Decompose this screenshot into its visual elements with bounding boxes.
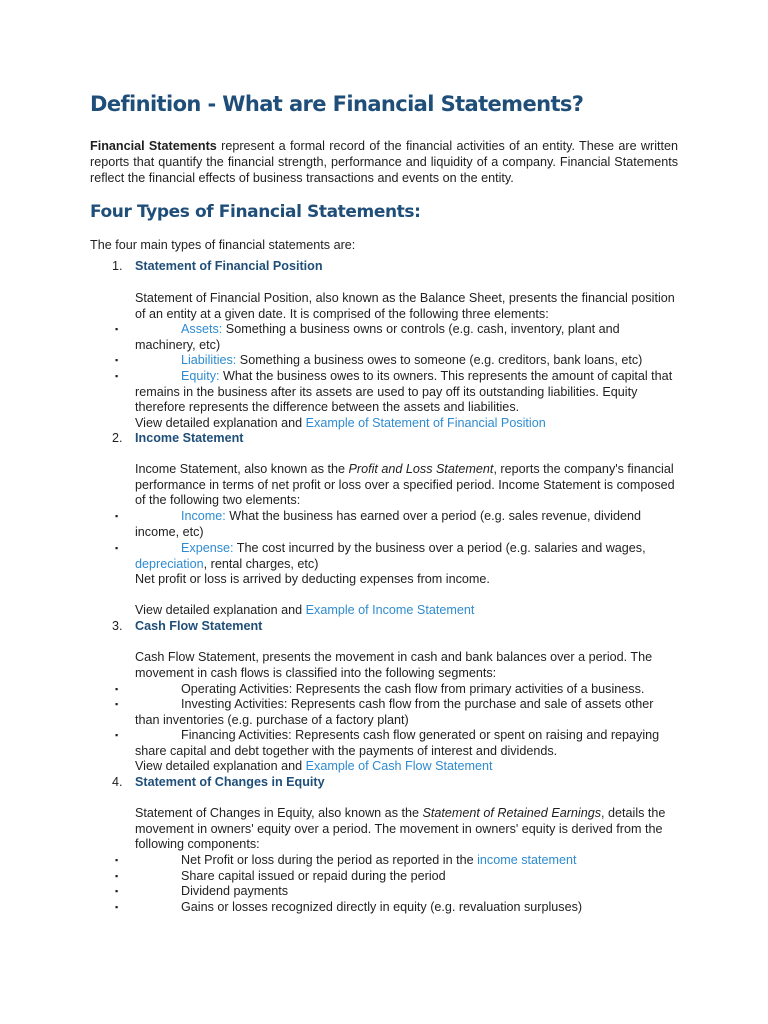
section-3-description: Cash Flow Statement, presents the movement in cash and bank balances over a period. The movement in cash flows is classified into the following segments: [135, 650, 653, 680]
page-title: Definition - What are Financial Statements? [90, 92, 584, 116]
section-4-description: Statement of Changes in Equity, also known as the Statement of Retained Earnings, details the movement in owners' equity over a period. The movement in owners' equity is derived from the following components: [135, 806, 666, 852]
section-1-link-line: View detailed explanation and Example of Statement of Financial Position [135, 416, 546, 430]
bullet-icon: ▪ [115, 355, 119, 365]
bullet-icon: ▪ [115, 543, 119, 553]
bullet-icon: ▪ [115, 902, 119, 912]
section-1-bullet-assets: Assets: Something a business owns or controls (e.g. cash, inventory, plant and machinery, etc) [135, 322, 620, 352]
intro-text: represent a formal record of the financial activities of an entity. These are written reports that quantify the financial strength, performance and liquidity of a company. Financial Statements reflect the financial effects of business transactions and events on the entity. [90, 139, 678, 185]
assets-term: Assets: [181, 322, 223, 336]
bullet-icon: ▪ [115, 871, 119, 881]
section-3-bullet-operating: Operating Activities: Represents the cash flow from primary activities of a business. [181, 682, 645, 696]
types-lead: The four main types of financial statements are: [90, 238, 356, 252]
expense-term: Expense: [181, 541, 234, 555]
income-term: Income: [181, 509, 226, 523]
section-3-bullet-investing: Investing Activities: Represents cash flow from the purchase and sale of assets other than inventories (e.g. purchase of a factory plant) [135, 697, 654, 727]
cash-flow-example-link[interactable]: Example of Cash Flow Statement [305, 759, 493, 773]
income-statement-link[interactable]: income statement [477, 853, 577, 867]
types-heading: Four Types of Financial Statements: [90, 202, 421, 222]
section-4-bullet-share-capital: Share capital issued or repaid during the period [181, 869, 446, 883]
section-2-net-profit: Net profit or loss is arrived by deducting expenses from income. [135, 572, 490, 586]
bullet-icon: ▪ [115, 886, 119, 896]
section-2-link-line: View detailed explanation and Example of Income Statement [135, 603, 475, 617]
section-3-link-line: View detailed explanation and Example of Cash Flow Statement [135, 759, 493, 773]
intro-bold-term: Financial Statements [90, 139, 217, 153]
section-4-title: Statement of Changes in Equity [135, 775, 325, 789]
section-4-number: 4. [112, 775, 123, 789]
section-1-title: Statement of Financial Position [135, 259, 323, 273]
equity-term: Equity: [181, 369, 220, 383]
section-1-bullet-liabilities: Liabilities: Something a business owes to someone (e.g. creditors, bank loans, etc) [181, 353, 643, 367]
bullet-icon: ▪ [115, 324, 119, 334]
section-2-description: Income Statement, also known as the Profit and Loss Statement, reports the company's financial performance in terms of net profit or loss over a specified period. Income Statement is composed of the following two elements: [135, 462, 675, 508]
bullet-icon: ▪ [115, 371, 119, 381]
section-3-number: 3. [112, 619, 123, 633]
section-2-number: 2. [112, 431, 123, 445]
section-2-title: Income Statement [135, 431, 244, 445]
section-3-title: Cash Flow Statement [135, 619, 263, 633]
section-1-bullet-equity: Equity: What the business owes to its owners. This represents the amount of capital that remains in the business after its assets are used to pay off its outstanding liabilities. Equity therefore represents the difference between the assets and liabilities. [135, 369, 673, 415]
bullet-icon: ▪ [115, 855, 119, 865]
liabilities-term: Liabilities: [181, 353, 237, 367]
section-1-number: 1. [112, 259, 123, 273]
section-4-bullet-dividends: Dividend payments [181, 884, 289, 898]
intro-paragraph [90, 138, 678, 186]
section-4-bullet-net-profit: Net Profit or loss during the period as reported in the income statement [181, 853, 577, 867]
section-4-bullet-gains-losses: Gains or losses recognized directly in equity (e.g. revaluation surpluses) [181, 900, 583, 914]
bullet-icon: ▪ [115, 730, 119, 740]
depreciation-link[interactable]: depreciation [135, 556, 204, 571]
section-2-bullet-income: Income: What the business has earned over a period (e.g. sales revenue, dividend income, etc) [135, 509, 641, 539]
section-3-bullet-financing: Financing Activities: Represents cash flow generated or spent on raising and repaying share capital and debt together with the payments of interest and dividends. [135, 728, 660, 758]
section-1-description: Statement of Financial Position, also known as the Balance Sheet, presents the financial position of an entity at a given date. It is comprised of the following three elements: [135, 291, 675, 321]
bullet-icon: ▪ [115, 699, 119, 709]
financial-position-example-link[interactable]: Example of Statement of Financial Position [305, 416, 546, 430]
section-2-bullet-expense: Expense: The cost incurred by the business over a period (e.g. salaries and wages, depreciation, rental charges, etc) [135, 541, 646, 571]
bullet-icon: ▪ [115, 511, 119, 521]
income-statement-example-link[interactable]: Example of Income Statement [305, 603, 475, 617]
bullet-icon: ▪ [115, 684, 119, 694]
